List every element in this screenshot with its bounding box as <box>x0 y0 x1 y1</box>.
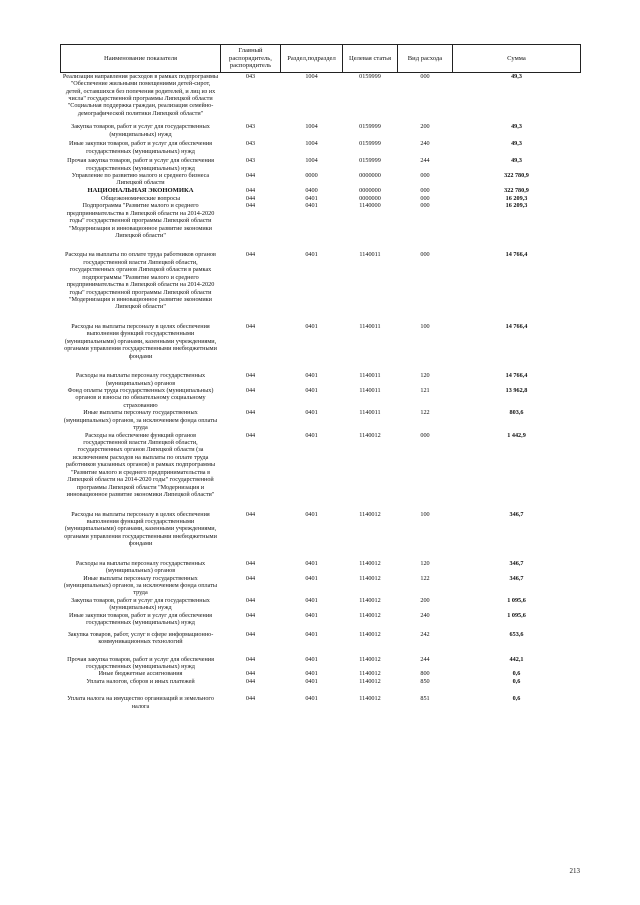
table-row <box>61 678 581 695</box>
table-body <box>61 72 581 710</box>
cell-target: 0000000 <box>359 171 381 179</box>
cell-target: 1140012 <box>359 630 381 638</box>
cell-target: 0000000 <box>359 186 381 194</box>
cell-type: 000 <box>420 431 430 439</box>
cell-name: Расходы на выплаты персоналу государственных (муниципальных) органов <box>75 372 206 387</box>
cell-target: 1140012 <box>359 670 381 678</box>
table-row <box>61 195 581 202</box>
cell-type: 242 <box>420 630 430 638</box>
cell-type: 120 <box>420 372 430 380</box>
cell-type: 120 <box>420 559 430 567</box>
cell-name: Закупка товаров, работ, услуг в сфере информационно-коммуникационных технологий <box>67 630 214 646</box>
cell-name: Расходы на обеспечение функций органов государственной власти Липецкой области, государственных органов Липецкой области (за исключением расходов на выплаты по оплате труда работников указанных органов) в рамках подпрограммы "Развитие малого и среднего предпринимательства в Липецкой области на 2014-2020 годы" государственной программы Липецкой области "Модернизация и инновационное развитие экономики Липецкой области" <box>65 431 216 499</box>
cell-grbs: 044 <box>245 655 256 663</box>
cell-target: 1140011 <box>359 322 381 330</box>
cell-target: 1140011 <box>359 409 381 417</box>
cell-sum: 49,3 <box>511 157 522 165</box>
cell-grbs: 044 <box>245 611 256 619</box>
cell-name: Расходы на выплаты персоналу в целях обеспечения выполнения функций государственными (муниципальными) органами, казенными учреждениями, органами управления государственными внебюджетными фондами <box>64 322 217 360</box>
cell-grbs: 044 <box>245 322 256 330</box>
table-row <box>61 656 581 671</box>
cell-target: 1140012 <box>359 510 381 518</box>
table-row <box>61 631 581 656</box>
cell-section: 0400 <box>305 186 318 194</box>
cell-grbs: 044 <box>245 510 256 518</box>
table-row <box>61 560 581 575</box>
table-row <box>61 251 581 323</box>
cell-grbs: 044 <box>245 695 256 703</box>
cell-section: 0401 <box>305 202 318 210</box>
cell-grbs: 043 <box>245 123 256 131</box>
cell-grbs: 044 <box>245 559 256 567</box>
cell-target: 1140012 <box>359 611 381 619</box>
cell-section: 0401 <box>305 194 318 202</box>
cell-section: 0000 <box>305 171 318 179</box>
cell-target: 1140012 <box>359 695 381 703</box>
cell-name: Реализация направления расходов в рамках подпрограммы "Обеспечение жильными помещениями детей-сирот, детей, оставшихся без попечения родителей, и лиц из их числа" государственной программы Липецкой области "Социальная поддержка граждан, реализация семейно-демографической политики Липецкой области" <box>62 72 219 117</box>
cell-section: 1004 <box>305 123 318 131</box>
cell-name: Иные закупки товаров, работ и услуг для обеспечения государственных (муниципальных) нужд <box>69 611 212 627</box>
cell-section: 0401 <box>305 677 318 685</box>
cell-sum: 803,6 <box>509 409 524 417</box>
cell-sum: 346,7 <box>509 574 524 582</box>
cell-target: 1140012 <box>359 596 381 604</box>
budget-table <box>60 44 581 710</box>
cell-target: 1140012 <box>359 431 381 439</box>
cell-name: Управление по развитию малого и среднего бизнеса Липецкой области <box>71 171 210 187</box>
cell-sum: 442,1 <box>509 655 524 663</box>
cell-section: 0401 <box>305 655 318 663</box>
cell-type: 851 <box>420 695 430 703</box>
cell-target: 0159999 <box>359 123 381 131</box>
cell-target: 0159999 <box>359 140 381 148</box>
cell-type: 244 <box>420 655 430 663</box>
cell-grbs: 044 <box>245 596 256 604</box>
cell-grbs: 043 <box>245 72 256 80</box>
cell-target: 0159999 <box>359 72 381 80</box>
cell-section: 1004 <box>305 72 318 80</box>
header-target: Целевая статья <box>343 45 398 73</box>
table-row <box>61 612 581 631</box>
cell-sum: 49,3 <box>511 123 522 131</box>
cell-section: 1004 <box>305 140 318 148</box>
table-row <box>61 597 581 612</box>
cell-grbs: 044 <box>245 372 256 380</box>
cell-type: 000 <box>420 202 430 210</box>
table-row <box>61 387 581 409</box>
table-row <box>61 695 581 710</box>
cell-name: Подпрограмма "Развитие малого и среднего предпринимательства в Липецкой области на 2014-2020 годы" государственной программы Липецкой области "Модернизация и инновационное развитие экономики Липецкой области" <box>66 202 215 239</box>
cell-section: 0401 <box>305 596 318 604</box>
cell-section: 0401 <box>305 431 318 439</box>
cell-sum: 49,3 <box>511 140 522 148</box>
cell-sum: 1 442,9 <box>507 431 526 439</box>
cell-sum: 322 780,9 <box>504 171 529 179</box>
cell-type: 850 <box>420 677 430 685</box>
cell-type: 122 <box>420 409 430 417</box>
cell-name: Прочая закупка товаров, работ и услуг для обеспечения государственных (муниципальных) нужд <box>67 157 214 172</box>
cell-sum: 49,3 <box>511 72 522 80</box>
cell-section: 0401 <box>305 695 318 703</box>
cell-type: 240 <box>420 140 430 148</box>
cell-grbs: 044 <box>245 574 256 582</box>
cell-section: 0401 <box>305 510 318 518</box>
cell-grbs: 044 <box>245 386 256 394</box>
cell-target: 1140012 <box>359 677 381 685</box>
cell-grbs: 044 <box>245 409 256 417</box>
table-row <box>61 432 581 511</box>
cell-sum: 16 209,3 <box>505 194 528 202</box>
cell-section: 0401 <box>305 670 318 678</box>
cell-sum: 0,6 <box>512 670 521 678</box>
cell-grbs: 044 <box>245 251 256 259</box>
table-row <box>61 140 581 157</box>
cell-section: 1004 <box>305 157 318 165</box>
cell-target: 1140012 <box>359 559 381 567</box>
cell-name: Общеэкономические вопросы <box>101 194 180 202</box>
cell-name: Иные закупки товаров, работ и услуг для обеспечения государственных (муниципальных) нужд <box>69 140 212 155</box>
cell-grbs: 044 <box>245 194 256 202</box>
cell-target: 1140000 <box>359 202 381 210</box>
cell-grbs: 044 <box>245 431 256 439</box>
cell-name: Уплата налогов, сборов и иных платежей <box>86 677 195 685</box>
cell-name: Иные выплаты персоналу государственных (муниципальных) органов, за исключением фонда оплаты труда <box>63 574 218 597</box>
cell-target: 1140011 <box>359 372 381 380</box>
cell-name: Закупка товаров, работ и услуг для государственных (муниципальных) нужд <box>71 596 210 612</box>
cell-sum: 346,7 <box>509 559 524 567</box>
cell-section: 0401 <box>305 574 318 582</box>
cell-sum: 346,7 <box>509 510 524 518</box>
table-row <box>61 187 581 195</box>
table-row <box>61 172 581 187</box>
cell-grbs: 044 <box>245 202 256 210</box>
cell-type: 000 <box>420 251 430 259</box>
cell-name: Уплата налога на имущество организаций и земельного налога <box>67 695 214 710</box>
cell-name: Закупка товаров, работ и услуг для государственных (муниципальных) нужд <box>71 123 210 138</box>
cell-section: 0401 <box>305 372 318 380</box>
cell-section: 0401 <box>305 611 318 619</box>
cell-type: 000 <box>420 72 430 80</box>
cell-name: Прочая закупка товаров, работ и услуг для обеспечения государственных (муниципальных) нужд <box>67 655 214 670</box>
table-row <box>61 409 581 431</box>
table-header <box>61 45 581 73</box>
cell-name: Расходы на выплаты по оплате труда работников органов государственной власти Липецкой области, государственных органов Липецкой области в рамках подпрограммы "Развитие малого и среднего предпринимательства в Липецкой области на 2014-2020 годы" государственной программы Липецкой области "Модернизация и инновационное развитие экономики Липецкой области" <box>65 251 216 311</box>
header-name: Наименование показателя <box>61 45 221 73</box>
cell-target: 1140012 <box>359 574 381 582</box>
cell-type: 000 <box>420 171 430 179</box>
cell-sum: 16 209,3 <box>505 202 528 210</box>
cell-sum: 1 095,6 <box>507 611 526 619</box>
cell-grbs: 044 <box>245 630 256 638</box>
cell-target: 0159999 <box>359 157 381 165</box>
cell-type: 200 <box>420 596 430 604</box>
cell-type: 000 <box>420 194 430 202</box>
cell-section: 0401 <box>305 251 318 259</box>
cell-sum: 14 766,4 <box>505 251 528 259</box>
cell-name: Расходы на выплаты персоналу государственных (муниципальных) органов <box>75 559 206 575</box>
cell-target: 1140011 <box>359 251 381 259</box>
page-number: 213 <box>569 867 580 875</box>
cell-sum: 0,6 <box>512 695 521 703</box>
table-row <box>61 670 581 677</box>
cell-grbs: 043 <box>245 157 256 165</box>
cell-type: 100 <box>420 322 430 330</box>
table-row <box>61 372 581 387</box>
cell-type: 000 <box>420 186 430 194</box>
cell-grbs: 044 <box>245 171 256 179</box>
cell-target: 1140011 <box>359 386 381 394</box>
cell-target: 0000000 <box>359 194 381 202</box>
header-section: Раздел,подраздел <box>281 45 343 73</box>
table-row <box>61 72 581 123</box>
table-row <box>61 511 581 560</box>
cell-type: 240 <box>420 611 430 619</box>
table-row <box>61 323 581 372</box>
table-row <box>61 202 581 251</box>
cell-section: 0401 <box>305 559 318 567</box>
header-grbs: Главный распорядитель, распорядитель <box>221 45 281 73</box>
header-sum: Сумма <box>453 45 581 73</box>
cell-type: 121 <box>420 386 430 394</box>
header-expense-type: Вид расхода <box>398 45 453 73</box>
cell-grbs: 044 <box>245 186 256 194</box>
cell-sum: 13 962,8 <box>505 386 528 394</box>
cell-sum: 14 766,4 <box>505 322 528 330</box>
cell-target: 1140012 <box>359 655 381 663</box>
cell-grbs: 044 <box>245 670 256 678</box>
cell-sum: 14 766,4 <box>505 372 528 380</box>
table-row <box>61 123 581 140</box>
cell-section: 0401 <box>305 409 318 417</box>
cell-section: 0401 <box>305 386 318 394</box>
cell-sum: 653,6 <box>509 630 524 638</box>
cell-name: Иные бюджетные ассигнования <box>98 670 183 678</box>
cell-type: 200 <box>420 123 430 131</box>
table-row <box>61 157 581 172</box>
cell-type: 122 <box>420 574 430 582</box>
cell-type: 800 <box>420 670 430 678</box>
cell-section: 0401 <box>305 630 318 638</box>
table-row <box>61 575 581 597</box>
cell-sum: 0,6 <box>512 677 521 685</box>
cell-sum: 322 780,9 <box>504 186 529 194</box>
cell-type: 244 <box>420 157 430 165</box>
cell-grbs: 043 <box>245 140 256 148</box>
cell-name: Фонд оплаты труда государственных (муниципальных) органов и взносы по обязательному социальному страхованию <box>67 386 214 409</box>
cell-name: НАЦИОНАЛЬНАЯ ЭКОНОМИКА <box>87 186 194 194</box>
cell-name: Расходы на выплаты персоналу в целях обеспечения выполнения функций государственными (муниципальными) органами, казенными учреждениями, органами управления государственными внебюджетными фондами <box>64 510 217 548</box>
cell-grbs: 044 <box>245 677 256 685</box>
cell-section: 0401 <box>305 322 318 330</box>
cell-type: 100 <box>420 510 430 518</box>
cell-sum: 1 095,6 <box>507 596 526 604</box>
cell-name: Иные выплаты персоналу государственных (муниципальных) органов, за исключением фонда оплаты труда <box>63 409 218 432</box>
